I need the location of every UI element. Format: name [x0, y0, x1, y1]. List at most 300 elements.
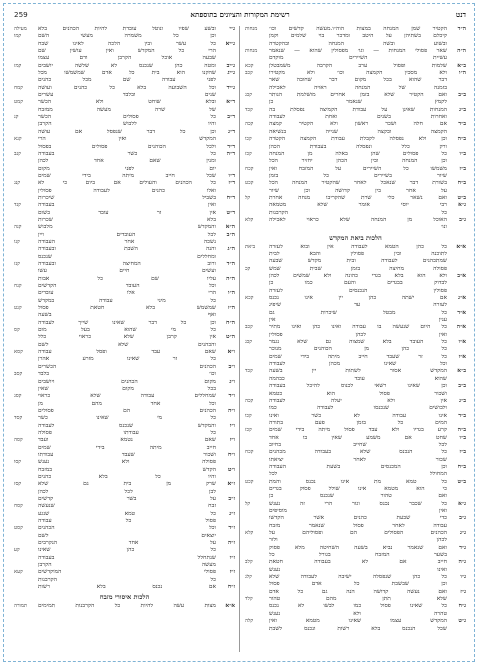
text-line — [245, 442, 466, 449]
text-line — [14, 224, 235, 231]
margin-reference — [14, 584, 36, 591]
halacha-marker — [216, 547, 235, 554]
line-text: בשביל שיכרות — [38, 194, 216, 201]
margin-reference — [245, 405, 267, 412]
line-text: ונו׳ — [440, 224, 447, 231]
halacha-marker: ה״ג — [227, 246, 235, 253]
margin-reference: קנ — [14, 114, 19, 121]
text-line — [245, 92, 466, 99]
line-text: הרי אלו עובדים — [38, 290, 216, 297]
margin-reference — [245, 273, 267, 280]
margin-reference — [245, 391, 267, 398]
section-heading: הלכות איסורי מזבח — [99, 593, 150, 602]
line-text: שכור לאחר יציאתו — [269, 456, 447, 463]
line-text: כל עשר ובין הלכה לאינו שבח — [38, 40, 216, 47]
text-line — [245, 273, 466, 280]
text-line — [14, 217, 235, 224]
margin-reference — [14, 364, 36, 371]
line-text: ולבושים שנכנסו לעבודה כמו — [269, 405, 447, 412]
text-line — [245, 33, 466, 40]
margin-reference — [245, 376, 267, 383]
text-line — [245, 63, 466, 70]
margin-reference — [245, 99, 267, 106]
line-text: ואם הקטיר שלא בזמן אחרים מושלמת הנותר — [269, 92, 447, 99]
text-line — [245, 354, 466, 361]
halacha-marker: א״א — [225, 603, 235, 610]
halacha-marker — [447, 188, 466, 195]
text-line — [14, 99, 235, 106]
line-text: רבי יוסי אומר שלא מטמאה — [269, 202, 447, 209]
line-text: אינו עבודה לא כשר ואינו — [269, 412, 447, 419]
margin-reference — [245, 188, 267, 195]
halacha-marker — [447, 251, 466, 258]
line-text: לפני עבודה שם מכל כהנים — [38, 77, 216, 84]
line-text: כדי שבעת כהנים אשר הקדשו — [269, 515, 447, 522]
text-line — [14, 393, 235, 400]
line-text: הכהנים הם פסולים — [38, 407, 216, 414]
halacha-marker — [447, 33, 466, 40]
halacha-marker — [216, 415, 235, 422]
line-text: כל שכבר נכנס וגזר הרי זה נענש — [269, 500, 447, 507]
margin-reference: קלא — [245, 530, 254, 537]
halacha-marker: ד״ד — [227, 143, 235, 150]
margin-reference — [245, 383, 267, 390]
halacha-marker — [216, 254, 235, 261]
margin-reference: קכד — [245, 368, 253, 375]
line-text: כל פסולים שהן באלה מן המנחה — [269, 150, 447, 157]
halacha-marker — [447, 346, 466, 353]
text-line — [14, 423, 235, 430]
line-text: כל שאינו פסול כמו לבשו לא נכנס — [269, 603, 447, 610]
text-line — [245, 202, 466, 209]
halacha-marker — [447, 626, 466, 633]
margin-reference: קכג — [245, 92, 253, 99]
margin-reference: קנד — [14, 202, 21, 209]
halacha-marker — [216, 386, 235, 393]
margin-reference: קמח — [14, 84, 23, 91]
line-text: קרע בגדיו ולא עבד פסול מיתה בידי שמים — [269, 427, 447, 434]
line-text: שהוא עובד כבהמה — [269, 375, 447, 382]
halacha-marker: ב״ב — [458, 92, 466, 99]
line-text: וכן המכנסים בשעת העבודה — [269, 463, 447, 470]
text-line — [245, 398, 466, 405]
line-text: כל הקרבנות — [38, 576, 216, 583]
margin-reference: קכז — [245, 427, 252, 434]
line-text: לכהן ולזר — [269, 537, 447, 544]
margin-reference: קלב — [245, 559, 253, 566]
halacha-marker — [216, 107, 235, 114]
text-line — [14, 356, 235, 363]
line-text: עליו שם כל אבות — [38, 275, 216, 282]
margin-reference — [14, 188, 36, 195]
text-line — [14, 379, 235, 386]
margin-reference — [245, 33, 267, 40]
margin-reference: קכד — [245, 106, 253, 113]
halacha-marker — [447, 361, 466, 368]
halacha-marker: ג״ד — [459, 544, 466, 551]
halacha-marker — [216, 33, 235, 40]
text-line — [14, 188, 235, 195]
text-line — [14, 371, 235, 378]
line-text: שאם עבד ופסל עבודה — [38, 349, 216, 356]
margin-reference — [245, 354, 267, 361]
line-text: והיו ללבוש הקרבן — [38, 121, 216, 128]
halacha-marker — [216, 518, 235, 525]
margin-reference — [245, 310, 267, 317]
line-text: שבעה אוכל הקרבן ודם עצמו — [38, 55, 216, 62]
line-text: כל הכהנים והעולים אם ביום כי לא — [38, 180, 216, 187]
text-line — [245, 99, 466, 106]
margin-reference: קכו — [245, 412, 252, 419]
halacha-marker: ה״ה — [457, 48, 466, 55]
halacha-marker — [447, 581, 466, 588]
text-line — [245, 136, 466, 143]
text-line — [14, 268, 235, 275]
text-line — [14, 386, 235, 393]
text-line — [245, 339, 466, 346]
text-line — [14, 55, 235, 62]
halacha-marker: ג״א — [458, 202, 466, 209]
text-line — [14, 533, 235, 540]
text-line — [14, 603, 235, 610]
halacha-marker — [216, 445, 235, 452]
margin-reference — [245, 471, 267, 478]
margin-reference — [245, 258, 267, 265]
line-text: וכן כל משמרה מעשי השם — [38, 33, 216, 40]
text-line — [14, 452, 235, 459]
halacha-marker — [447, 85, 466, 92]
text-line — [14, 305, 235, 312]
halacha-marker — [216, 298, 235, 305]
margin-reference — [245, 144, 267, 151]
halacha-marker: ד״ח — [226, 194, 235, 201]
halacha-marker — [447, 471, 466, 478]
line-text: שלא תתן מהם טהור — [269, 596, 447, 603]
line-text: ובלא שוחט ולא הכשר — [38, 99, 216, 106]
halacha-marker — [216, 327, 235, 334]
margin-reference — [245, 41, 267, 48]
margin-reference — [245, 515, 267, 522]
text-line — [14, 467, 235, 474]
margin-reference — [245, 129, 267, 136]
halacha-marker: ב״א — [457, 62, 466, 69]
margin-reference — [14, 298, 36, 305]
text-line — [14, 518, 235, 525]
line-text: בלא שכרות — [38, 216, 216, 223]
margin-reference: קנט — [14, 305, 22, 312]
line-text: והמקדש מלבוש — [38, 224, 216, 231]
line-text: הכהנים הכשרים — [38, 363, 216, 370]
line-text: שכל חייב מיתה בידי שמים — [38, 172, 216, 179]
halacha-marker — [216, 401, 235, 408]
halacha-marker — [447, 486, 466, 493]
line-text: וכן שאינו רשאי לכנוס להיכל בעבודה — [269, 383, 447, 390]
halacha-marker — [447, 302, 466, 309]
line-text: פסולי המוקדשים — [38, 569, 216, 576]
text-line — [245, 173, 466, 180]
document-page — [14, 8, 466, 658]
text-line — [245, 107, 466, 114]
text-line — [14, 459, 235, 466]
text-line — [14, 525, 235, 532]
halacha-marker — [447, 552, 466, 559]
text-line — [14, 129, 235, 136]
text-line — [14, 158, 235, 165]
halacha-marker: ב״ד — [458, 412, 466, 419]
halacha-marker: ג״יד — [226, 84, 235, 91]
line-text: לבדוק בבגדים והעם כמו כן — [269, 280, 447, 287]
text-line — [245, 596, 466, 603]
line-text: וכל שאינו מכהן לעבודה — [269, 361, 447, 368]
margin-reference: קלג — [245, 574, 252, 581]
margin-reference: מנחות — [245, 26, 258, 32]
line-text: כל מי שהוא בעל מום — [38, 327, 216, 334]
halacha-marker: א״א — [456, 243, 466, 250]
line-text: חייב אם לא בעבודה חטאת — [269, 559, 447, 566]
halacha-marker: א״ג — [458, 295, 466, 302]
line-text: כל הנכנס שלא בעבודה מכהנים — [269, 449, 447, 456]
halacha-marker — [447, 210, 466, 217]
halacha-marker: ו״ז — [229, 437, 235, 444]
text-line — [245, 449, 466, 456]
margin-reference — [245, 288, 267, 295]
text-line — [245, 41, 466, 48]
margin-reference — [245, 332, 267, 339]
halacha-marker: ג״ה — [458, 559, 466, 566]
halacha-marker: ב״ו — [459, 150, 466, 157]
margin-reference — [245, 567, 267, 574]
halacha-marker: ב״ג — [459, 106, 466, 113]
halacha-marker — [216, 268, 235, 275]
line-text: ולא מסכין הקמצה וכו׳ ולא מקטירו — [269, 70, 447, 77]
halacha-marker — [216, 202, 235, 209]
text-line — [245, 317, 466, 324]
line-text: בשער המזבח בגורל כל — [269, 552, 447, 559]
halacha-marker — [447, 114, 466, 121]
margin-reference — [245, 464, 267, 471]
margin-reference: קע — [14, 547, 20, 554]
margin-reference: קסז — [14, 481, 22, 488]
halacha-marker — [447, 611, 466, 618]
halacha-marker: ה״ב — [226, 231, 235, 238]
line-text: יום לפני מקום — [38, 165, 216, 172]
halacha-marker — [447, 317, 466, 324]
text-line — [14, 114, 235, 121]
line-text: וכל הכהנים — [38, 525, 216, 532]
line-text: המקדש עצמו שאינו מטמא ואין — [269, 618, 447, 625]
text-line — [14, 48, 235, 55]
halacha-marker: ב״ז — [459, 165, 466, 172]
text-line — [14, 569, 235, 576]
line-text: שמתכהנים לעבודה ובית מקדש שבעה — [269, 258, 447, 265]
halacha-marker: ה״ו — [227, 290, 235, 297]
margin-reference — [14, 70, 36, 77]
halacha-marker: ב״ד — [458, 121, 466, 128]
text-line — [245, 224, 466, 231]
line-text: הכהנים הפסולים הם ופסוליהם על — [269, 530, 447, 537]
halacha-marker: ג״יב — [226, 62, 235, 69]
margin-reference — [245, 77, 267, 84]
halacha-marker: ו״ה — [227, 407, 235, 414]
margin-reference: קכא — [245, 62, 254, 69]
halacha-marker: ג״ח — [458, 603, 466, 610]
text-line — [245, 626, 466, 633]
margin-reference — [14, 540, 36, 547]
text-line — [14, 92, 235, 99]
margin-reference — [14, 276, 36, 283]
margin-reference: מנחות — [245, 48, 258, 55]
line-text: כל כהן מן הכוהנים מנוכר — [269, 346, 447, 353]
margin-reference: קנו — [14, 238, 20, 245]
text-line — [14, 555, 235, 562]
halacha-marker: ו״ו — [229, 422, 235, 429]
halacha-marker — [216, 356, 235, 363]
line-text: ואחרות בשנים ואחת לעבודה — [269, 114, 447, 121]
margin-reference: קס — [14, 327, 20, 334]
line-text: כל העובד בלא שמצוה גם שלא נגמר — [269, 339, 447, 346]
halacha-marker — [447, 173, 466, 180]
margin-reference — [245, 537, 267, 544]
halacha-marker: ד״ז — [228, 180, 235, 187]
line-text: המים כל בזמן פעם בתורה — [269, 419, 447, 426]
text-line — [245, 368, 466, 375]
halacha-marker — [216, 77, 235, 84]
text-line — [14, 107, 235, 114]
text-line — [14, 445, 235, 452]
margin-reference: קסב — [14, 371, 23, 378]
line-text: מקום הכהנים ויושבים — [38, 378, 216, 385]
page-header — [14, 8, 466, 22]
halacha-marker: ב״ב — [458, 383, 466, 390]
halacha-marker — [447, 77, 466, 84]
line-text: בשורת דבר שנאכל לאחר שהקטיר המנחה הכל — [269, 180, 447, 187]
halacha-marker — [447, 457, 466, 464]
halacha-marker — [447, 420, 466, 427]
text-line — [14, 121, 235, 128]
line-text: כל עבודתו פסולה — [38, 429, 216, 436]
line-text: וכן ולא נפסלה לקבלת עבודת הקמצה הקטרה — [269, 136, 447, 143]
halacha-marker: ז״ח — [227, 584, 235, 591]
text-line — [245, 114, 466, 121]
margin-reference: קכו — [245, 136, 252, 143]
margin-reference — [14, 423, 36, 430]
margin-reference: קנה — [14, 224, 22, 231]
line-text: ורוב המחיצה ובעבודה — [38, 261, 216, 267]
text-line — [245, 166, 466, 173]
header-section-label: דנט — [455, 10, 466, 19]
halacha-marker — [447, 144, 466, 151]
margin-reference — [14, 268, 36, 275]
line-text: שלמות ופסול ערב הקרבה משמבטלן — [269, 62, 447, 69]
text-line — [245, 574, 466, 581]
halacha-marker: ג״ו — [460, 574, 466, 581]
line-text: של שרה מעשה ממזבח — [38, 106, 216, 113]
line-text: כל היום שנעשה בו עבודה ואינו כהן ואינו מתיר — [269, 324, 447, 331]
text-line — [245, 26, 466, 33]
halacha-marker: ז״ב — [228, 496, 235, 502]
text-line — [245, 376, 466, 383]
margin-reference: קכא — [245, 295, 254, 302]
line-text: וכן כל דבר שאינו שייך לעבודה — [38, 319, 216, 326]
line-text: אם חלה ושכר ראשון ולא הקטיר קמצה — [269, 121, 447, 128]
text-line — [245, 420, 466, 427]
text-line — [14, 70, 235, 77]
line-text: פסול כל עבודה — [38, 518, 216, 525]
text-line — [245, 346, 466, 353]
line-text: והיו כל בלא כהנים — [38, 473, 216, 480]
margin-reference — [245, 114, 267, 121]
line-text: שנים ובלבד עשרים — [38, 92, 216, 99]
text-line — [14, 246, 235, 253]
line-text: כל כהן שנפסלה ישיבה לעבודה שלא — [269, 574, 447, 581]
halacha-marker — [447, 523, 466, 530]
text-line — [245, 508, 466, 515]
text-line — [245, 501, 466, 508]
halacha-marker — [447, 280, 466, 287]
margin-reference — [14, 496, 36, 503]
halacha-marker — [447, 508, 466, 515]
line-text: וכן המנחה ובין הכהן יחזיר הכל — [269, 158, 447, 165]
halacha-marker — [216, 342, 235, 349]
text-line — [14, 41, 235, 48]
margin-reference: קנא — [14, 136, 22, 143]
halacha-marker: ב״ה — [457, 136, 466, 143]
halacha-marker: א״ז — [458, 353, 466, 360]
halacha-marker: ב״ג — [459, 397, 466, 404]
line-text: ואם נשאר כלי שרת שהקריבו מנחה אחרת — [269, 194, 447, 201]
margin-reference — [14, 232, 36, 239]
line-text: וכל השבועה בלא כל כהנים ועושה — [38, 84, 216, 91]
margin-reference — [14, 158, 36, 165]
text-line — [14, 254, 235, 261]
line-text: עשיית השיירים מוקדם — [269, 55, 447, 62]
line-text: והנה השבת ובעבודה — [38, 246, 216, 253]
margin-reference: קסט — [14, 525, 23, 532]
text-line — [245, 464, 466, 471]
text-line — [14, 334, 235, 341]
line-text: ואין בעבודה — [38, 202, 216, 209]
text-line — [14, 327, 235, 334]
text-line — [14, 577, 235, 584]
margin-reference — [245, 85, 267, 92]
text-line — [14, 85, 235, 92]
margin-reference: קמט — [14, 99, 23, 106]
text-line — [14, 364, 235, 371]
halacha-marker — [216, 562, 235, 569]
halacha-marker — [216, 312, 235, 319]
halacha-marker: ו״ד — [228, 393, 235, 400]
margin-reference — [14, 92, 36, 99]
margin-reference — [245, 346, 267, 353]
text-line — [245, 603, 466, 610]
line-text: וכל העובד הקדשים — [38, 283, 216, 290]
margin-reference: קנז — [14, 261, 20, 267]
text-line — [245, 515, 466, 522]
line-text: לכל שחייב בחיוב — [269, 441, 447, 448]
margin-reference: קכג — [245, 339, 253, 346]
text-line — [14, 511, 235, 518]
text-line — [245, 361, 466, 368]
text-line — [245, 530, 466, 537]
halacha-marker: ב״ח — [457, 463, 466, 470]
line-text: ואינו נענש — [269, 566, 447, 573]
margin-reference — [14, 430, 36, 437]
text-line — [14, 136, 235, 143]
line-text: ובשע שפיו ונוטל עובדת להיות הכהנים בלא — [38, 26, 216, 32]
halacha-marker — [216, 158, 235, 165]
halacha-marker: ז״ז — [229, 569, 235, 576]
text-line — [14, 349, 235, 356]
